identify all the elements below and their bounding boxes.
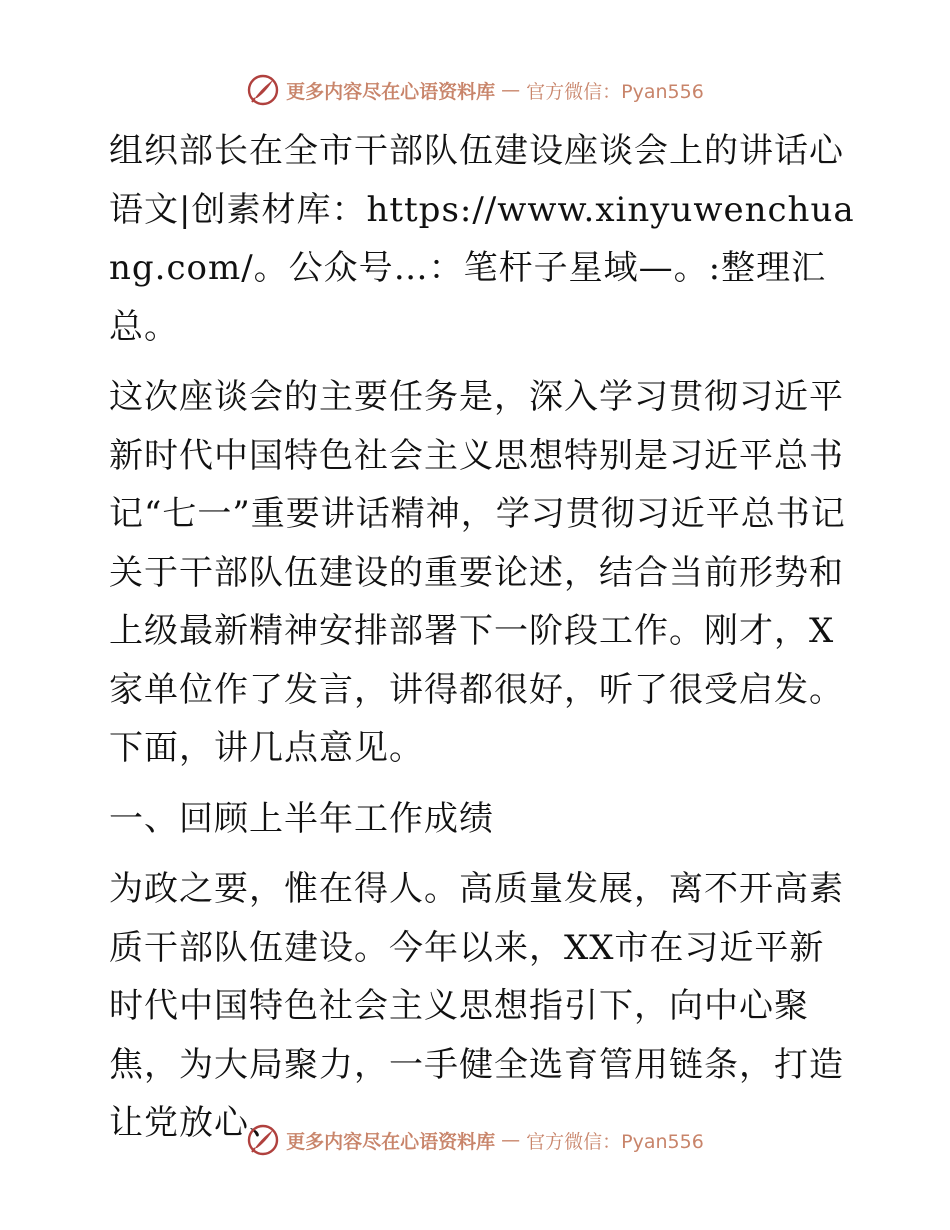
- watermark-separator: —: [501, 1129, 521, 1151]
- footer-watermark: [0, 1120, 950, 1160]
- intro-paragraph: 这次座谈会的主要任务是，深入学习贯彻习近平新时代中国特色社会主义思想特别是习近平总书记“七一”重要讲话精神，学习贯彻习近平总书记关于干部队伍建设的重要论述，结合当前形势和上级最新精神安排部署下一阶段工作。刚才，X家单位作了发言，讲得都很好，听了很受启发。下面，讲几点意见。: [109, 377, 846, 768]
- watermark-main-text: 更多内容尽在心语资料库: [286, 1130, 496, 1153]
- document-title-paragraph: 组织部长在全市干部队伍建设座谈会上的讲话心语文|创素材库：https://www.xinyuwenchuang.com/。公众号…：笔杆子星域—。:整理汇总。: [109, 131, 855, 347]
- watermark-wechat-text: 官方微信：Pyan556: [526, 1130, 704, 1153]
- header-watermark: [0, 70, 950, 110]
- body-paragraph: 为政之要，惟在得人。高质量发展，离不开高素质干部队伍建设。今年以来，XX市在习近平新时代中国特色社会主义思想指引下，向中心聚焦，为大局聚力，一手健全选育管用链条，打造让党放心、: [109, 869, 844, 1143]
- watermark-separator: —: [501, 79, 521, 101]
- document-body: [97, 122, 857, 1153]
- watermark-main-text: 更多内容尽在心语资料库: [286, 80, 496, 103]
- feather-pen-logo-icon: [246, 1123, 280, 1157]
- feather-pen-logo-icon: [246, 73, 280, 107]
- section-heading: 一、回顾上半年工作成绩: [109, 798, 494, 839]
- watermark-wechat-text: 官方微信：Pyan556: [526, 80, 704, 103]
